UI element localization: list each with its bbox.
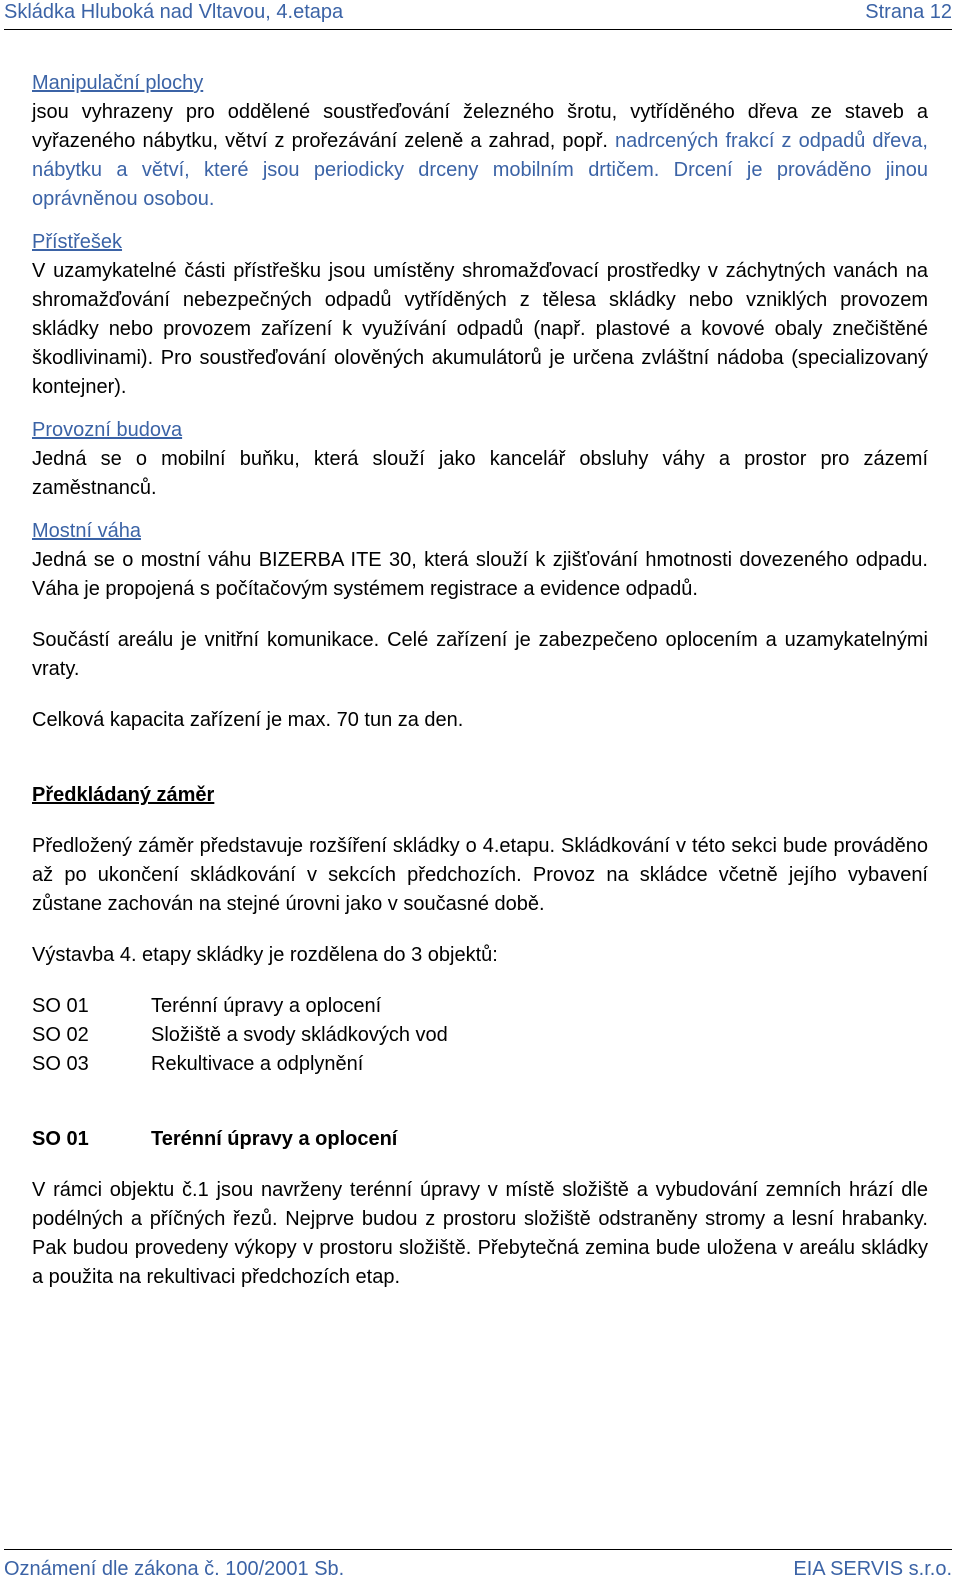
object-name: Složiště a svody skládkových vod	[151, 1024, 448, 1046]
section-paragraph: Jedná se o mobilní buňku, která slouží jako kancelář obsluhy váhy a prostor pro zázemí zaměstnanců.	[32, 448, 928, 499]
paragraph-text: jsou vyhrazeny pro oddělené soustřeďování železného šrotu, vytříděného dřeva ze staveb a vyřazeného nábytku, větví z prořezávání zeleně a zahrad, popř.	[32, 101, 928, 152]
so01-heading	[32, 1125, 928, 1154]
section-heading: Manipulační plochy	[32, 72, 204, 94]
footer-law-reference: Oznámení dle zákona č. 100/2001 Sb.	[4, 1558, 345, 1580]
so01-code: SO 01	[32, 1128, 89, 1150]
section-pristresek	[32, 228, 928, 402]
paragraph-kapacita: Celková kapacita zařízení je max. 70 tun za den.	[32, 709, 464, 731]
section-heading: Mostní váha	[32, 520, 141, 542]
paragraph-text-faded: nadrcených frakcí z odpadů dřeva, nábytku a větví, které jsou periodicky drceny mobilním drtičem. Drcení je prováděno jinou oprávněnou osobou.	[32, 130, 928, 210]
section-provozni-budova	[32, 416, 928, 503]
section-manipulacni-plochy	[32, 69, 928, 214]
object-name: Rekultivace a odplynění	[151, 1053, 364, 1075]
object-list-item	[32, 1050, 928, 1079]
object-code: SO 01	[32, 995, 89, 1017]
running-footer	[4, 1549, 952, 1581]
section-heading: Provozní budova	[32, 419, 183, 441]
section-paragraph: V uzamykatelné části přístřešku jsou umístěny shromažďovací prostředky v záchytných vanách na shromažďování nebezpečných odpadů vytříděných z tělesa skládky nebo vzniklých provozem skládky nebo provozem zařízení k využívání odpadů (např. plastové a kovové obaly znečištěné škodlivinami). Pro soustřeďování olověných akumulátorů je určena zvláštní nádoba (specializovaný kontejner).	[32, 260, 928, 398]
section-paragraph: Předložený záměr představuje rozšíření skládky o 4.etapu. Skládkování v této sekci bude prováděno až po ukončení skládkování v sekcích předchozích. Provoz na skládce včetně jejího vybavení zůstane zachován na stejné úrovni jako v současné době.	[32, 835, 928, 915]
paragraph-komunikace: Součástí areálu je vnitřní komunikace. Celé zařízení je zabezpečeno oplocením a uzamykatelnými vraty.	[32, 629, 928, 680]
object-list	[32, 992, 928, 1079]
section-paragraph	[32, 98, 928, 214]
object-code: SO 03	[32, 1053, 89, 1075]
section-predkladany-zamer	[32, 781, 928, 970]
header-document-title: Skládka Hluboká nad Vltavou, 4.etapa	[4, 1, 344, 23]
footer-company: EIA SERVIS s.r.o.	[793, 1558, 952, 1580]
section-so01	[32, 1125, 928, 1292]
document-body	[32, 69, 928, 1292]
header-page-number: Strana 12	[865, 1, 952, 23]
so01-title: Terénní úpravy a oplocení	[151, 1128, 398, 1150]
section-paragraph: V rámci objektu č.1 jsou navrženy terénní úpravy v místě složiště a vybudování zemních hrází dle podélných a příčných řezů. Nejprve budou z prostoru složiště odstraněny stromy a lesní hrabanky. Pak budou provedeny výkopy v prostoru složiště. Přebytečná zemina bude uložena v areálu skládky a použita na rekultivaci předchozích etap.	[32, 1179, 928, 1288]
paragraph-vystavba: Výstavba 4. etapy skládky je rozdělena do 3 objektů:	[32, 944, 498, 966]
object-code: SO 02	[32, 1024, 89, 1046]
object-name: Terénní úpravy a oplocení	[151, 995, 382, 1017]
object-list-item	[32, 1021, 928, 1050]
section-paragraph: Jedná se o mostní váhu BIZERBA ITE 30, která slouží k zjišťování hmotnosti dovezeného odpadu. Váha je propojená s počítačovým systémem registrace a evidence odpadů.	[32, 549, 928, 600]
running-header	[4, 0, 952, 30]
section-title: Předkládaný záměr	[32, 784, 215, 806]
object-list-item	[32, 992, 928, 1021]
section-mostni-vaha	[32, 517, 928, 604]
section-heading: Přístřešek	[32, 231, 123, 253]
